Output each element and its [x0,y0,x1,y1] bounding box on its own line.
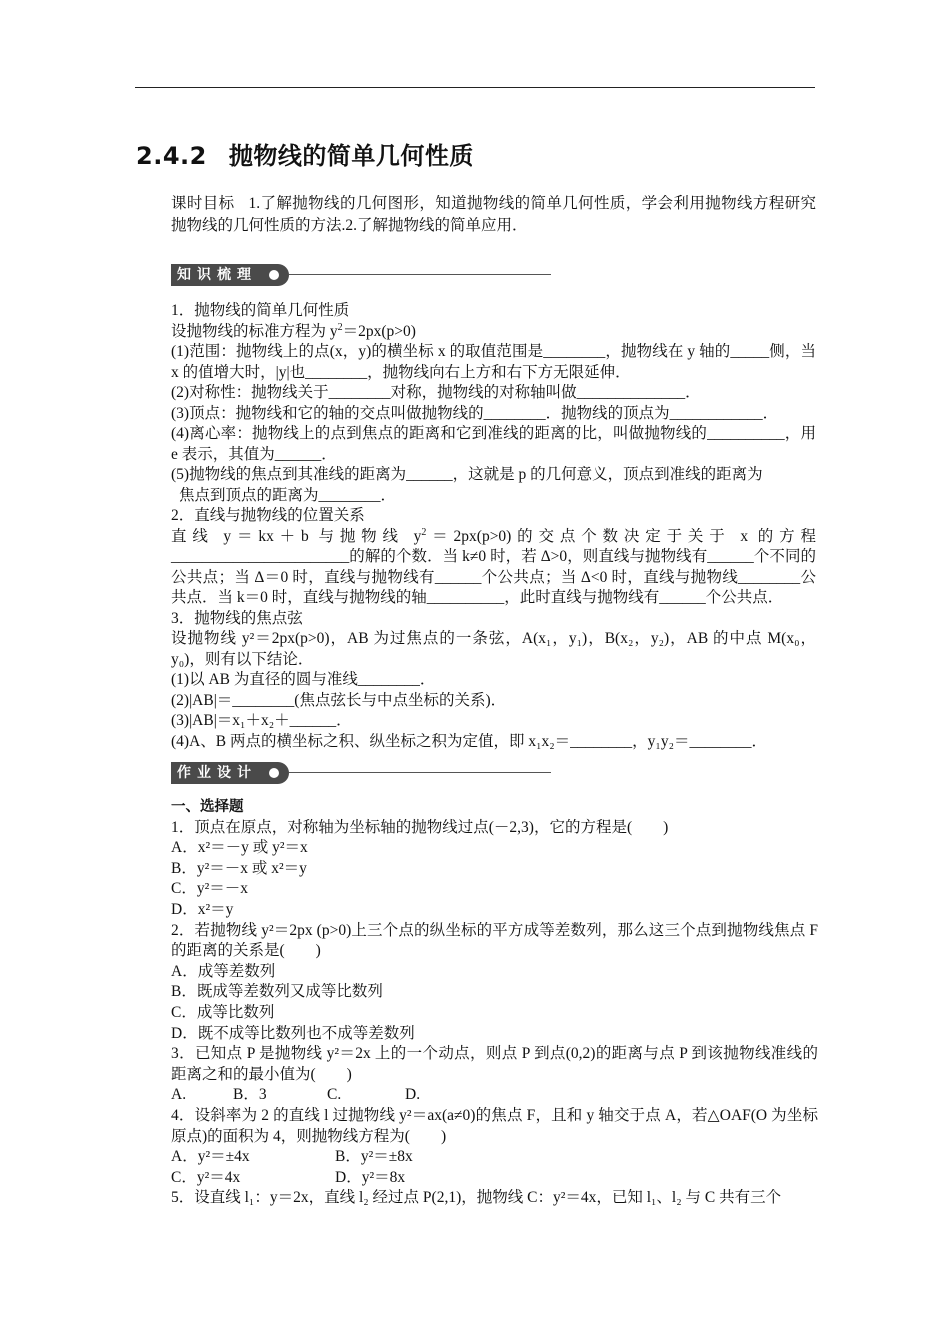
q1-option-c: C．y²＝－x [171,880,248,898]
q2-option-c: C．成等比数列 [171,1003,275,1021]
property-eccentricity: (4)离心率：抛物线上的点到焦点的距离和它到准线的距离的比，叫做抛物线的__________，用 e 表示，其值为______． [171,425,816,463]
property-range: (1)范围：抛物线上的点(x，y)的横坐标 x 的取值范围是________，抛物线在 y 轴的_____侧，当 x 的值增大时，|y|也________，抛物线向右上方和右下方无限延伸． [171,343,816,381]
q3-option-c: C. [327,1086,342,1104]
heading-2: 2．直线与抛物线的位置关系 [171,507,365,524]
section-number: 2.4.2 [136,142,207,170]
section-rule [289,274,551,275]
q3-option-b: B．3 [233,1086,267,1104]
property-vertex: (3)顶点：抛物线和它的轴的交点叫做抛物线的________．抛物线的顶点为____________． [171,404,779,422]
dot-icon [269,270,279,280]
question-1: 1．顶点在原点，对称轴为坐标轴的抛物线过点(－2,3)，它的方程是( ) [171,818,669,836]
line-parabola-relation: 直线 y＝kx＋b 与抛物线 $y^2=2px(p>0)$的交点个数决定于关于 x 的方程_______________________的解的个数．当 k≠0 时，若 Δ>0，则直线与抛物线有______个不同的公共点；当 Δ＝0 时，直线与抛物线有______个公共点；当 Δ<0 时，直线与抛物线________公共点．当 k＝0 时，直线与抛物线的轴__________，此时直线与抛物线有______个公共点． [171,526,816,606]
q2-option-a: A．成等差数列 [171,962,276,980]
standard-equation: 设抛物线的标准方程为 $y^2=2px(p>0)$ [171,321,416,340]
q4-options-row1 [163,1147,818,1168]
q4-option-b: B．y²＝±8x [335,1148,413,1166]
goal-text: 1.了解抛物线的几何图形，知道抛物线的简单几何性质，学会利用抛物线方程研究抛物线的几何性质的方法.2.了解抛物线的简单应用． [171,195,816,234]
q3-option-d: D. [405,1086,421,1104]
section-header-knowledge [171,264,551,286]
property-focal-distance-cont: 焦点到顶点的距离为________． [179,486,397,504]
goal-label: 课时目标 [171,195,235,212]
q1-option-a: A．x²＝－y 或 y²＝x [171,839,308,857]
q4-option-a: A．y²＝±4x [171,1148,250,1166]
q1-option-b: B．y²＝－x 或 x²＝y [171,859,307,877]
q1-option-d: D．x²＝y [171,900,234,918]
question-2: 2．若抛物线 y²＝2px (p>0)上三个点的纵坐标的平方成等差数列，那么这三个点到抛物线焦点 F 的距离的关系是( ) [171,921,818,960]
top-rule [135,87,815,88]
focal-chord-1: (1)以 AB 为直径的圆与准线________． [171,671,436,688]
dot-icon [269,768,279,778]
question-5: 5．设直线 l₁：y＝2x，直线 l₂ 经过点 P(2,1)，抛物线 C：y²＝4x，已知 l₁、l₂ 与 C 共有三个 [171,1189,782,1207]
lesson-goal [171,193,816,237]
homework-body [163,797,818,1209]
focal-chord-setup: 设抛物线 y²＝2px(p>0)，AB 为过焦点的一条弦，A(x₁，y₁)，B(x₂，y₂)，AB 的中点 M(x₀，y₀)，则有以下结论． [171,630,816,668]
q3-options [163,1085,818,1106]
question-3: 3．已知点 P 是抛物线 y²＝2x 上的一个动点，则点 P 到点(0,2)的距离与点 P 到该抛物线准线的距离之和的最小值为( ) [171,1045,818,1083]
focal-chord-3: (3)|AB|＝x₁＋x₂＋______． [171,712,352,729]
knowledge-body [171,301,816,752]
q4-option-d: D．y²＝8x [335,1168,406,1186]
property-focal-distance: (5)抛物线的焦点到其准线的距离为______，这就是 p 的几何意义，顶点到准线的距离为 [171,466,763,483]
page-title [136,136,474,171]
q2-option-b: B．既成等差数列又成等比数列 [171,983,383,1001]
heading-3: 3．抛物线的焦点弦 [171,609,303,627]
q4-options-row2 [163,1168,818,1189]
question-4: 4．设斜率为 2 的直线 l 过抛物线 y²＝ax(a≠0)的焦点 F，且和 y 轴交于点 A，若△OAF(O 为坐标原点)的面积为 4，则抛物线方程为( ) [171,1106,818,1145]
q2-option-d: D．既不成等比数列也不成等差数列 [171,1024,415,1042]
heading-1: 1．抛物线的简单几何性质 [171,302,350,319]
section-label: 作业设计 [171,762,289,784]
focal-chord-4: (4)A、B 两点的横坐标之积、纵坐标之积为定值，即 x₁x₂＝________，y₁y₂＝________． [171,732,767,750]
section-rule [289,772,551,773]
section-header-homework [171,762,551,784]
property-symmetry: (2)对称性：抛物线关于________对称，抛物线的对称轴叫做______________． [171,384,701,401]
focal-chord-2: (2)|AB|＝________(焦点弦长与中点坐标的关系)． [171,691,507,709]
part-heading: 一、选择题 [171,799,244,815]
q4-option-c: C．y²＝4x [171,1168,241,1186]
q3-option-a: A. [171,1086,187,1104]
section-label: 知识梳理 [171,264,289,286]
title-text: 抛物线的简单几何性质 [228,142,474,170]
